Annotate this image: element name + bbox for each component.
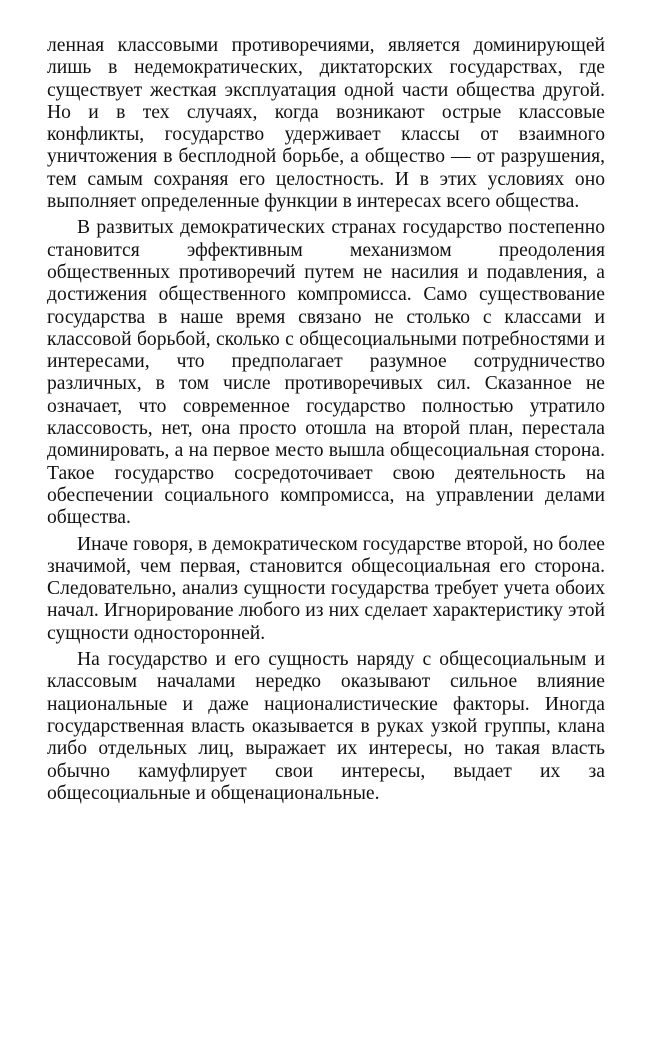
paragraph-2: В развитых демократических странах государство постепенно становится эффективным механизмом преодоления общественных противоречий путем не насилия и подавления, а достижения общественного компромисса. Само существование государства в наше время связано не столько с классами и классовой борьбой, сколько с общесоциальными потребностями и интересами, что предполагает разумное сотрудничество различных, в том числе противоречивых сил. Сказанное не означает, что современное государство полностью утратило классовость, нет, она просто отошла на второй план, перестала доминировать, а на первое место вышла общесоциальная сторона. Такое государство сосредоточивает свою деятельность на обеспечении социального компромисса, на управлении делами общества. (47, 217, 605, 529)
paragraph-4: На государство и его сущность наряду с общесоциальным и классовым началами нередко оказывают сильное влияние национальные и даже националистические факторы. Иногда государственная власть оказывается в руках узкой группы, клана либо отдельных лиц, выражает их интересы, но такая власть обычно камуфлирует свои интересы, выдает их за общесоциальные и общенациональные. (47, 649, 605, 804)
paragraph-3: Иначе говоря, в демократическом государстве второй, но более значимой, чем первая, становится общесоциальная его сторона. Следовательно, анализ сущности государства требует учета обоих начал. Игнорирование любого из них сделает характеристику этой сущности односторонней. (47, 533, 605, 644)
paragraph-1: ленная классовыми противоречиями, является доминирующей лишь в недемократических, диктаторских государствах, где существует жесткая эксплуатация одной части общества другой. Но и в тех случаях, когда возникают острые классовые конфликты, государство удерживает классы от взаимного уничтожения в бесплодной борьбе, а общество — от разрушения, тем самым сохраняя его целостность. И в этих условиях оно выполняет определенные функции в интересах всего общества. (47, 35, 605, 213)
document-page (47, 35, 605, 809)
